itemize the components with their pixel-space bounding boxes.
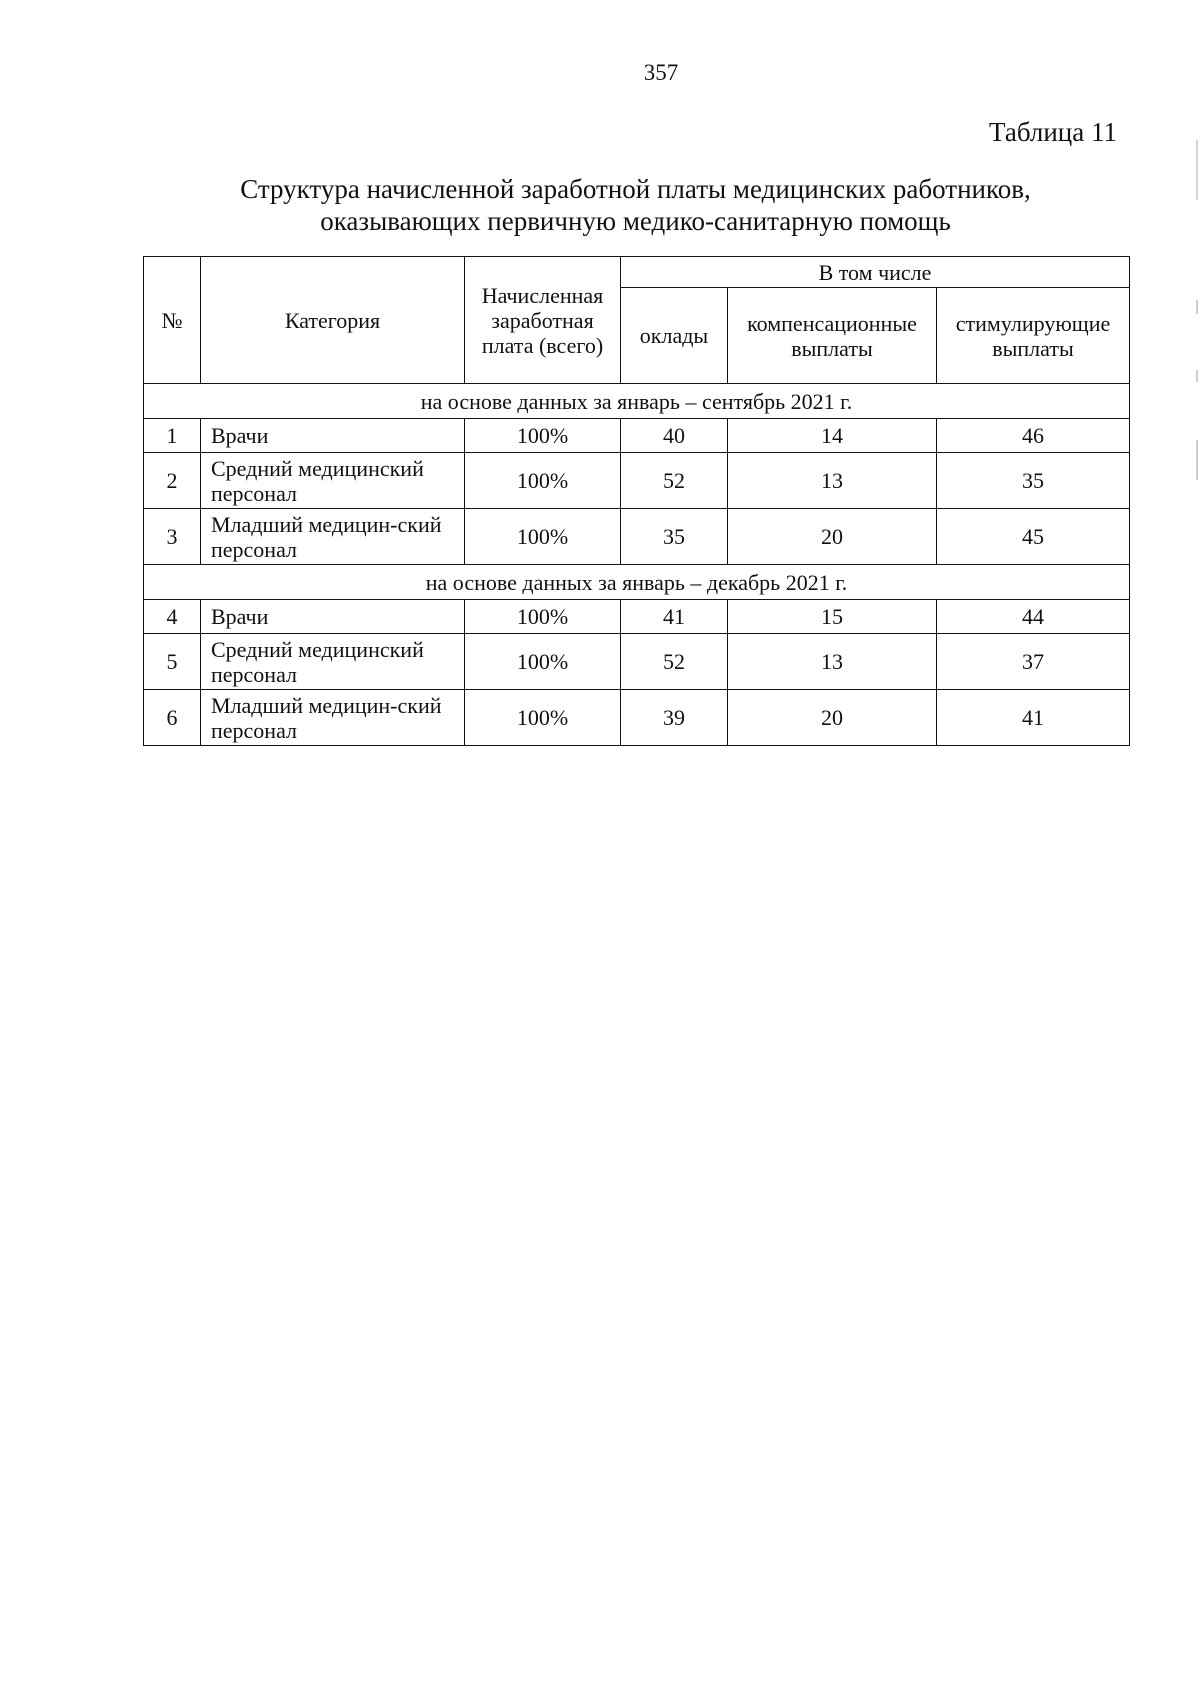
cell-salary: 35 <box>621 509 728 565</box>
cell-salary: 41 <box>621 600 728 634</box>
header-incentive: стимулирующие выплаты <box>937 288 1130 384</box>
table-row <box>144 634 1130 690</box>
cell-salary: 52 <box>621 634 728 690</box>
table-label: Таблица 11 <box>989 117 1117 147</box>
section-row <box>144 384 1130 419</box>
cell-num: 3 <box>144 509 201 565</box>
cell-compensation: 20 <box>728 690 937 746</box>
section-label: на основе данных за январь – сентябрь 2021 г. <box>144 384 1130 419</box>
header-compensation: компенсационные выплаты <box>728 288 937 384</box>
cell-total: 100% <box>465 600 621 634</box>
cell-total: 100% <box>465 509 621 565</box>
header-category: Категория <box>201 257 465 384</box>
table-row <box>144 600 1130 634</box>
cell-category: Средний медицинский персонал <box>201 634 465 690</box>
cell-incentive: 46 <box>937 419 1130 453</box>
header-num: № <box>144 257 201 384</box>
cell-num: 4 <box>144 600 201 634</box>
scan-artifact <box>1196 140 1198 200</box>
cell-incentive: 35 <box>937 453 1130 509</box>
scan-artifact <box>1196 440 1198 480</box>
cell-total: 100% <box>465 634 621 690</box>
cell-incentive: 37 <box>937 634 1130 690</box>
title-line-2: оказывающих первичную медико-санитарную помощь <box>320 206 951 236</box>
cell-incentive: 45 <box>937 509 1130 565</box>
cell-salary: 39 <box>621 690 728 746</box>
scan-artifact <box>1196 370 1198 382</box>
header-row-top <box>144 257 1130 288</box>
document-title <box>143 173 1128 237</box>
cell-total: 100% <box>465 419 621 453</box>
cell-num: 2 <box>144 453 201 509</box>
cell-compensation: 15 <box>728 600 937 634</box>
header-total: Начисленная заработная плата (всего) <box>465 257 621 384</box>
cell-incentive: 44 <box>937 600 1130 634</box>
cell-num: 6 <box>144 690 201 746</box>
page-number: 357 <box>643 60 679 85</box>
section-label: на основе данных за январь – декабрь 2021 г. <box>144 565 1130 600</box>
section-row <box>144 565 1130 600</box>
cell-salary: 40 <box>621 419 728 453</box>
cell-compensation: 13 <box>728 453 937 509</box>
table-row <box>144 419 1130 453</box>
cell-total: 100% <box>465 453 621 509</box>
scan-artifact <box>1196 300 1198 314</box>
cell-salary: 52 <box>621 453 728 509</box>
header-group: В том числе <box>621 257 1130 288</box>
table-row <box>144 453 1130 509</box>
table-row <box>144 509 1130 565</box>
cell-num: 1 <box>144 419 201 453</box>
header-salary: оклады <box>621 288 728 384</box>
cell-num: 5 <box>144 634 201 690</box>
cell-category: Средний медицинский персонал <box>201 453 465 509</box>
table-row <box>144 690 1130 746</box>
title-line-1: Структура начисленной заработной платы медицинских работников, <box>240 174 1031 204</box>
cell-total: 100% <box>465 690 621 746</box>
cell-compensation: 13 <box>728 634 937 690</box>
cell-compensation: 20 <box>728 509 937 565</box>
cell-category: Младший медицин-ский персонал <box>201 690 465 746</box>
cell-category: Младший медицин-ский персонал <box>201 509 465 565</box>
cell-compensation: 14 <box>728 419 937 453</box>
cell-category: Врачи <box>201 600 465 634</box>
cell-category: Врачи <box>201 419 465 453</box>
cell-incentive: 41 <box>937 690 1130 746</box>
salary-structure-table <box>143 256 1130 746</box>
